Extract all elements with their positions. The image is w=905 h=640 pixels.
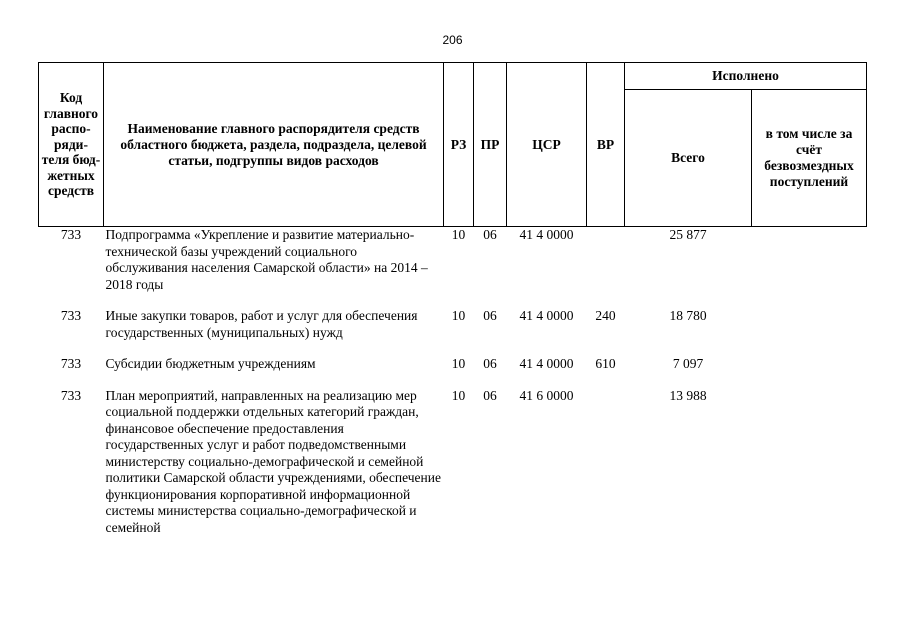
header-name: Наименование главного распорядителя средств областного бюджета, раздела, подраздела, целевой статьи, подгруппы видов расходов [104, 63, 444, 227]
header-ispolneno: Исполнено [625, 63, 867, 90]
header-pr: ПР [474, 63, 507, 227]
cell-bezvozmezd [752, 227, 867, 309]
cell-vr: 240 [595, 308, 616, 323]
header-bezvozmezd: в том числе за счёт безвозмездных поступлений [752, 90, 867, 227]
header-rz: РЗ [444, 63, 474, 227]
cell-vsego: 18 780 [669, 308, 707, 323]
cell-bezvozmezd [752, 356, 867, 388]
cell-name: Подпрограмма «Укрепление и развитие материально-технической базы учреждений социального обслуживания населения Самарской области» на 2014 – 2018 годы [105, 227, 428, 292]
cell-name: Субсидии бюджетным учреждениям [105, 356, 316, 371]
header-csr: ЦСР [507, 63, 587, 227]
cell-csr: 41 4 0000 [519, 356, 574, 371]
cell-kod: 733 [60, 227, 82, 242]
cell-kod: 733 [60, 356, 82, 371]
cell-rz: 10 [451, 308, 466, 323]
cell-pr: 06 [483, 227, 497, 242]
cell-pr: 06 [483, 308, 497, 323]
cell-name: План мероприятий, направленных на реализацию мер социальной поддержки отдельных категорий граждан, финансовое обеспечение предоставления государственных услуг и работ подведомственными министерству социально-демографической и семейной политики Самарской области учреждениями, обеспечение функционирования корпоративной информационной системы министерства социально-демографической и семейной [105, 387, 441, 535]
cell-rz: 10 [451, 356, 466, 371]
table-body [39, 227, 867, 552]
cell-vsego: 25 877 [669, 227, 707, 242]
cell-csr: 41 4 0000 [519, 308, 574, 323]
cell-bezvozmezd [752, 388, 867, 552]
cell-rz: 10 [451, 387, 466, 403]
cell-vsego: 7 097 [672, 356, 704, 371]
cell-pr: 06 [483, 387, 497, 403]
cell-csr: 41 4 0000 [519, 227, 574, 242]
cell-pr: 06 [483, 356, 497, 371]
cell-name: Иные закупки товаров, работ и услуг для обеспечения государственных (муниципальных) нужд [105, 308, 418, 340]
cell-vr: 610 [595, 356, 616, 371]
cell-csr: 41 6 0000 [519, 387, 574, 403]
header-vr: ВР [587, 63, 625, 227]
page-number: 206 [442, 33, 463, 47]
cell-bezvozmezd [752, 308, 867, 356]
table-row [39, 388, 867, 552]
cell-kod: 733 [60, 387, 82, 403]
cell-vsego: 13 988 [669, 387, 707, 403]
header-vsego: Всего [625, 90, 752, 227]
cell-vr [587, 388, 625, 552]
table-header [39, 63, 867, 227]
table-row [39, 308, 867, 356]
table-row [39, 227, 867, 309]
cell-vr [587, 227, 625, 309]
budget-table [38, 62, 867, 551]
cell-kod: 733 [60, 308, 82, 323]
table-row [39, 356, 867, 388]
cell-rz: 10 [451, 227, 466, 242]
header-kod: Код главного распо-ряди-теля бюд-жетных средств [39, 63, 104, 227]
